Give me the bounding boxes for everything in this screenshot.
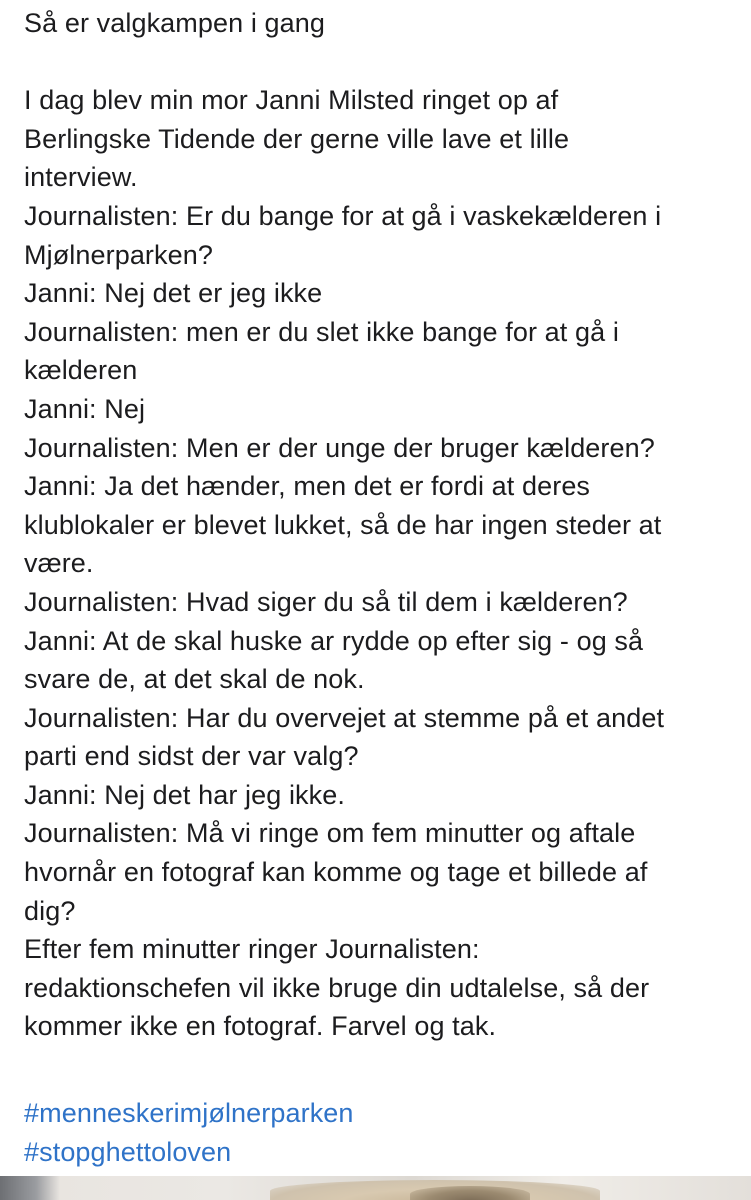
post-title: Så er valgkampen i gang [24,8,325,38]
text-line: svare de, at det skal de nok. [24,664,365,695]
text-line: Journalisten: Har du overvejet at stemme på et andet [24,702,665,733]
text-line: Janni: Ja det hænder, men det er fordi at deres [24,471,591,502]
text-line: hvornår en fotograf kan komme og tage et billede af [24,857,648,888]
hashtag-link[interactable]: #stopghettoloven [24,1136,232,1167]
text-line: I dag blev min mor Janni Milsted ringet op af [24,85,559,116]
text-line: Journalisten: Er du bange for at gå i vaskekælderen i [24,200,662,231]
text-line: Journalisten: men er du slet ikke bange for at gå i [24,316,619,347]
text-line: parti end sidst der var valg? [24,741,359,772]
text-line: Berlingske Tidende der gerne ville lave et lille [24,123,570,154]
photo-shadow [0,1176,60,1200]
photo-subject-detail [410,1186,530,1200]
text-line: Janni: Nej det har jeg ikke. [24,779,345,810]
text-line: dig? [24,895,76,926]
text-line: Janni: Nej det er jeg ikke [24,278,323,309]
text-line: kommer ikke en fotograf. Farvel og tak. [24,1011,497,1042]
hashtag-list [24,1094,739,1171]
text-line: redaktionschefen vil ikke bruge din udtalelse, så der [24,972,650,1003]
text-line: være. [24,548,94,579]
text-line: Janni: Nej [24,393,146,424]
text-line: Efter fem minutter ringer Journalisten: [24,934,480,965]
text-line: interview. [24,162,138,193]
text-line: Mjølnerparken? [24,239,213,270]
blank-line [24,1046,739,1094]
text-line: Journalisten: Hvad siger du så til dem i kælderen? [24,586,628,617]
blank-line [24,43,739,82]
hashtag-link[interactable]: #menneskerimjølnerparken [24,1098,354,1129]
text-line: kælderen [24,355,138,386]
post-body [24,4,739,1171]
text-line: Janni: At de skal huske ar rydde op efter sig - og så [24,625,644,656]
text-line: Journalisten: Må vi ringe om fem minutter og aftale [24,818,636,849]
post-text [24,81,739,1046]
text-line: klublokaler er blevet lukket, så de har ingen steder at [24,509,662,540]
attached-photo-preview[interactable] [0,1176,751,1200]
text-line: Journalisten: Men er der unge der bruger kælderen? [24,432,655,463]
